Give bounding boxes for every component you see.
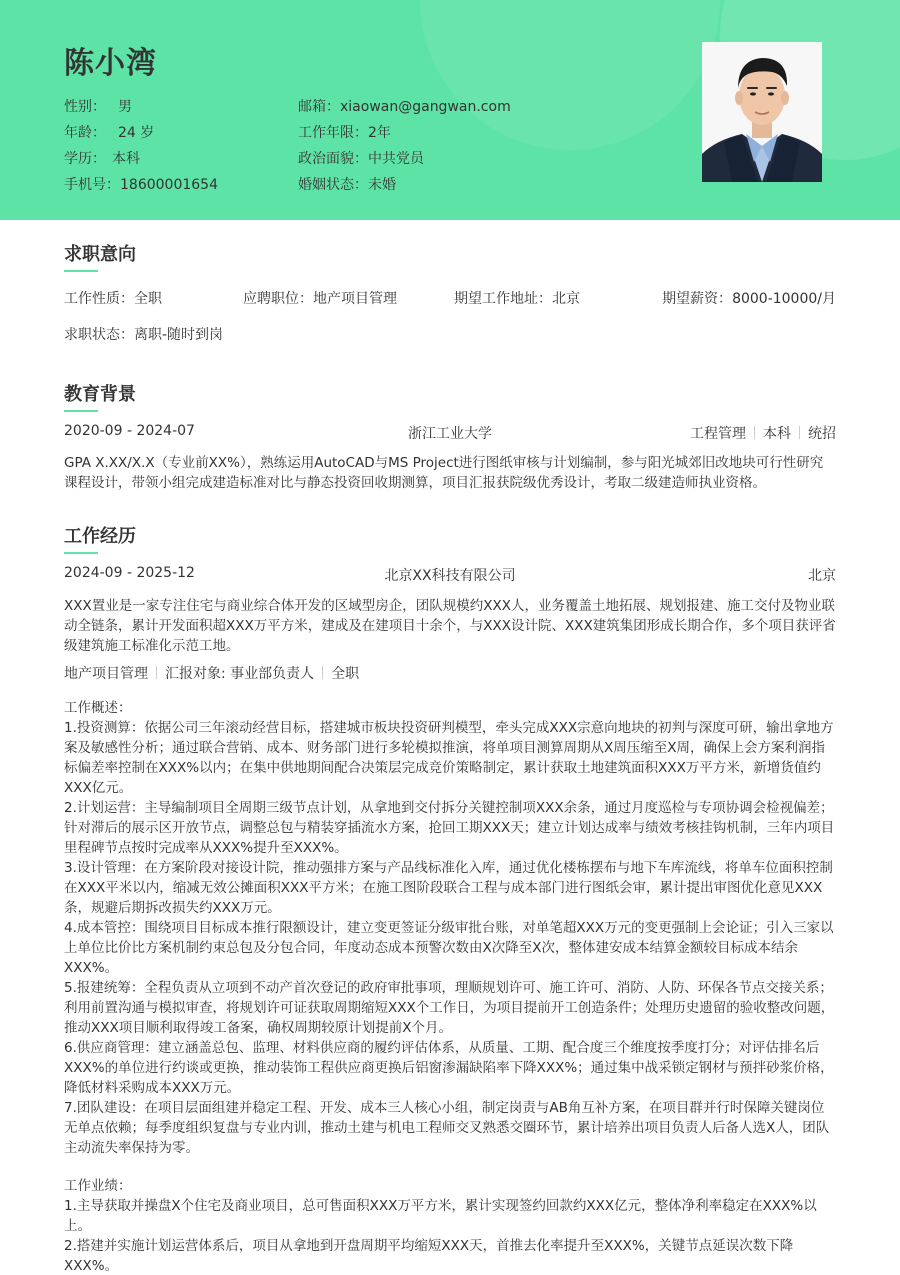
education-degree: 本科 — [763, 426, 791, 442]
phone-label: 手机号： — [64, 177, 120, 193]
section-title-education: 教育背景 — [64, 384, 136, 405]
achievement-item: 1.主导获取并操盘X个住宅及商业项目，总可售面积XXX万平方米，累计实现签约回款约XXX亿元，整体净利率稳定在XXX%以上。 — [64, 1198, 817, 1234]
politics-row — [298, 148, 424, 168]
intent-type-value: 全职 — [134, 291, 162, 307]
education-major: 工程管理 — [690, 426, 746, 442]
education-description: GPA X.XX/X.X（专业前XX%），熟练运用AutoCAD与MS Project进行图纸审核与计划编制，参与阳光城郊旧改地块可行性研究课程设计，带领小组完成建造标准对比与静态投资回收期测算，项目汇报获院级优秀设计，考取二级建造师执业资格。 — [64, 455, 824, 491]
intent-position-value: 地产项目管理 — [313, 291, 397, 307]
gender-row — [64, 96, 132, 116]
section-title-intent: 求职意向 — [64, 244, 136, 265]
marital-value: 未婚 — [368, 177, 396, 193]
duty-item: 7.团队建设：在项目层面组建并稳定工程、开发、成本三人核心小组，制定岗责与AB角互补方案，在项目群并行时保障关键岗位无单点依赖；每季度组织复盘与专业内训，推动土建与机电工程师交叉熟悉交圈环节，累计培养出项目负责人后备人选X人，团队主动流失率保持为零。 — [64, 1100, 830, 1156]
age-label: 年龄： — [64, 125, 106, 141]
intent-status-label: 求职状态： — [64, 327, 134, 343]
education-mode: 统招 — [808, 426, 836, 442]
work-job-type: 全职 — [331, 666, 360, 682]
divider — [799, 426, 800, 439]
divider — [156, 666, 157, 679]
duty-item: 5.报建统筹：全程负责从立项到不动产首次登记的政府审批事项，理顺规划许可、施工许可、消防、人防、环保各节点交接关系；利用前置沟通与模拟审查，将规划许可证获取周期缩短XXX个工作日，为项目提前开工创造条件；处理历史遗留的验收整改问题，推动XXX项目顺利取得竣工备案，确权周期较原计划提前X个月。 — [64, 980, 835, 1036]
intent-city-value: 北京 — [552, 291, 580, 307]
marital-label: 婚姻状态： — [298, 177, 368, 193]
company-description: XXX置业是一家专注住宅与商业综合体开发的区域型房企，团队规模约XXX人，业务覆盖土地拓展、规划报建、施工交付及物业联动全链条，累计开发面积超XXX万平方米，建成及在建项目十余个，与XXX设计院、XXX建筑集团形成长期合作，多个项目获评省级建筑施工标准化示范工地。 — [64, 598, 836, 654]
education-label: 学历： — [64, 151, 106, 167]
duty-item: 2.计划运营：主导编制项目全周期三级节点计划，从拿地到交付拆分关键控制项XXX余条，通过月度巡检与专项协调会检视偏差；针对滞后的展示区开放节点，调整总包与精装穿插流水方案，抢回工期XXX天；建立计划达成率与绩效考核挂钩机制，三年内项目里程碑节点按时完成率从XXX%提升至XXX%。 — [64, 800, 835, 856]
intent-salary-label: 期望薪资： — [662, 291, 733, 307]
work-achievement-label: 工作业绩： — [64, 1178, 132, 1194]
portrait-photo — [702, 42, 822, 182]
email-row — [298, 96, 511, 116]
intent-salary — [662, 288, 836, 308]
age-value: 24 岁 — [118, 125, 155, 141]
education-meta — [690, 423, 836, 443]
section-underline — [64, 270, 98, 272]
work-period: 2024-09 - 2025-12 — [64, 565, 195, 581]
work-role-meta — [64, 663, 359, 683]
intent-salary-value: 8000-10000/月 — [732, 291, 836, 307]
divider — [754, 426, 755, 439]
duty-item: 3.设计管理：在方案阶段对接设计院，推动强排方案与产品线标准化入库，通过优化楼栋摆布与地下车库流线，将单车位面积控制在XXX平米以内，缩减无效公摊面积XXX平方米；在施工图阶段联合工程与成本部门进行图纸会审，累计提出审图优化意见XXX条，规避后期拆改损失约XXX万元。 — [64, 860, 833, 916]
email-value: xiaowan@gangwan.com — [340, 99, 511, 115]
achievement-item: 2.搭建并实施计划运营体系后，项目从拿地到开盘周期平均缩短XXX天，首推去化率提升至XXX%，关键节点延误次数下降XXX%。 — [64, 1238, 794, 1274]
duty-item: 1.投资测算：依据公司三年滚动经营目标，搭建城市板块投资研判模型，牵头完成XXX宗意向地块的初判与深度可研，输出拿地方案及敏感性分析；通过联合营销、成本、财务部门进行多轮模拟推演，将单项目测算周期从X周压缩至X周，确保上会方案利润指标偏差率控制在XXX%以内；在集中供地期间配合决策层完成竞价策略制定，累计获取土地建筑面积XXX万平方米，新增货值约XXX亿元。 — [64, 720, 834, 796]
education-value: 本科 — [112, 151, 140, 167]
divider — [322, 666, 323, 679]
section-underline — [64, 410, 98, 412]
work-company: 北京XX科技有限公司 — [384, 568, 516, 584]
work-city: 北京 — [808, 568, 836, 584]
gender-label: 性别： — [64, 99, 106, 115]
candidate-name: 陈小湾 — [64, 46, 157, 81]
work-years-row — [298, 122, 391, 142]
email-label: 邮箱： — [298, 99, 340, 115]
section-underline — [64, 552, 98, 554]
duty-item: 6.供应商管理：建立涵盖总包、监理、材料供应商的履约评估体系，从质量、工期、配合度三个维度按季度打分；对评估排名后XXX%的单位进行约谈或更换，推动装饰工程供应商更换后铝窗渗漏缺陷率下降XXX%；通过集中战采锁定钢材与预拌砂浆价格，降低材料采购成本XXX万元。 — [64, 1040, 834, 1096]
intent-city-label: 期望工作地址： — [454, 291, 552, 307]
intent-city — [454, 288, 580, 308]
politics-value: 中共党员 — [368, 151, 424, 167]
work-report-to: 汇报对象: 事业部负责人 — [165, 666, 315, 682]
work-overview-label: 工作概述： — [64, 700, 132, 716]
politics-label: 政治面貌： — [298, 151, 368, 167]
age-row — [64, 122, 154, 142]
intent-status — [64, 324, 223, 344]
education-period: 2020-09 - 2024-07 — [64, 423, 195, 439]
intent-status-value: 离职-随时到岗 — [134, 327, 224, 343]
work-role: 地产项目管理 — [64, 666, 148, 682]
work-years-label: 工作年限： — [298, 125, 368, 141]
education-row — [64, 148, 140, 168]
gender-value: 男 — [118, 99, 132, 115]
portrait-photo-icon — [702, 42, 822, 182]
education-school: 浙江工业大学 — [408, 426, 492, 442]
intent-type — [64, 288, 162, 308]
duty-item: 4.成本管控：围绕项目目标成本推行限额设计，建立变更签证分级审批台账，对单笔超XXX万元的变更强制上会论证；引入三家以上单位比价比方案机制约束总包及分包合同，年度动态成本预警次数由X次降至X次，整体建安成本结算金额较目标成本结余XXX%。 — [64, 920, 834, 976]
intent-type-label: 工作性质： — [64, 291, 134, 307]
phone-value: 18600001654 — [120, 177, 218, 193]
intent-position-label: 应聘职位： — [243, 291, 313, 307]
phone-row — [64, 174, 218, 194]
marital-row — [298, 174, 396, 194]
header-decoration — [420, 0, 720, 150]
work-years-value: 2年 — [368, 125, 391, 141]
intent-position — [243, 288, 397, 308]
section-title-work: 工作经历 — [64, 526, 136, 547]
profile-header — [0, 0, 900, 220]
